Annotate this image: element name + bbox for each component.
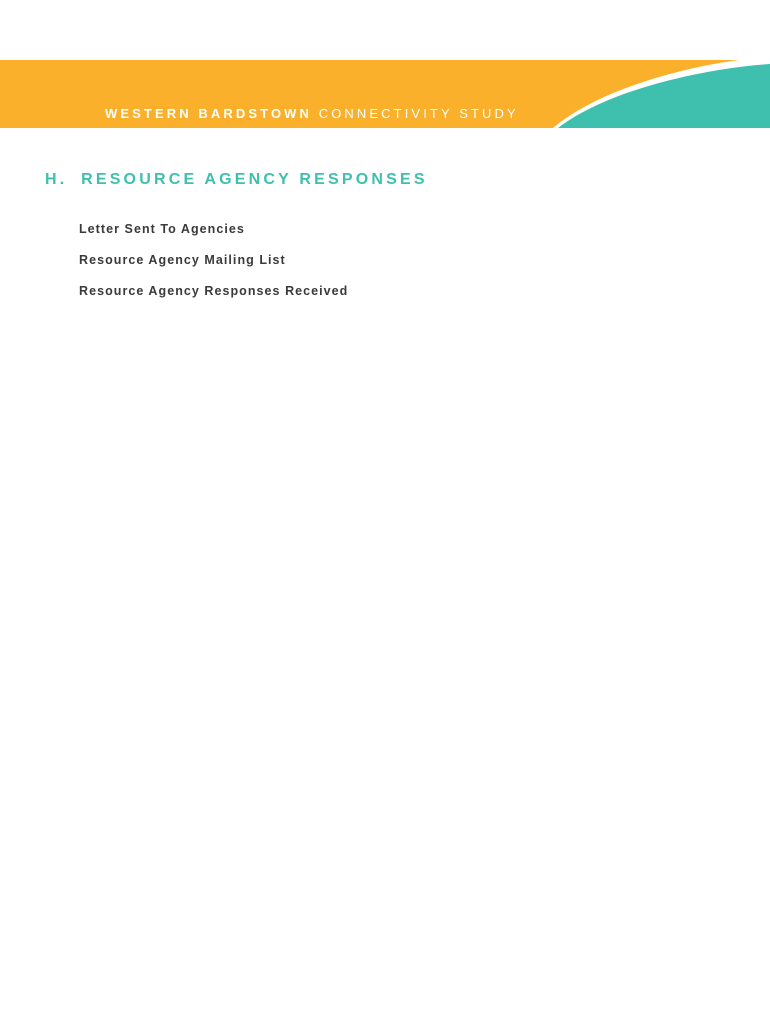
section-letter: H. [45, 171, 68, 188]
banner-title-light: CONNECTIVITY STUDY [318, 106, 519, 121]
section-item-list [79, 221, 348, 314]
section-heading [45, 170, 428, 190]
list-item-mailing-list: Resource Agency Mailing List [79, 253, 286, 267]
banner-title-bold: WESTERN BARDSTOWN [105, 106, 313, 121]
banner-title [105, 106, 519, 122]
list-item-letter-sent: Letter Sent To Agencies [79, 222, 245, 236]
section-title: RESOURCE AGENCY RESPONSES [81, 171, 428, 188]
list-item-responses-received: Resource Agency Responses Received [79, 284, 349, 298]
